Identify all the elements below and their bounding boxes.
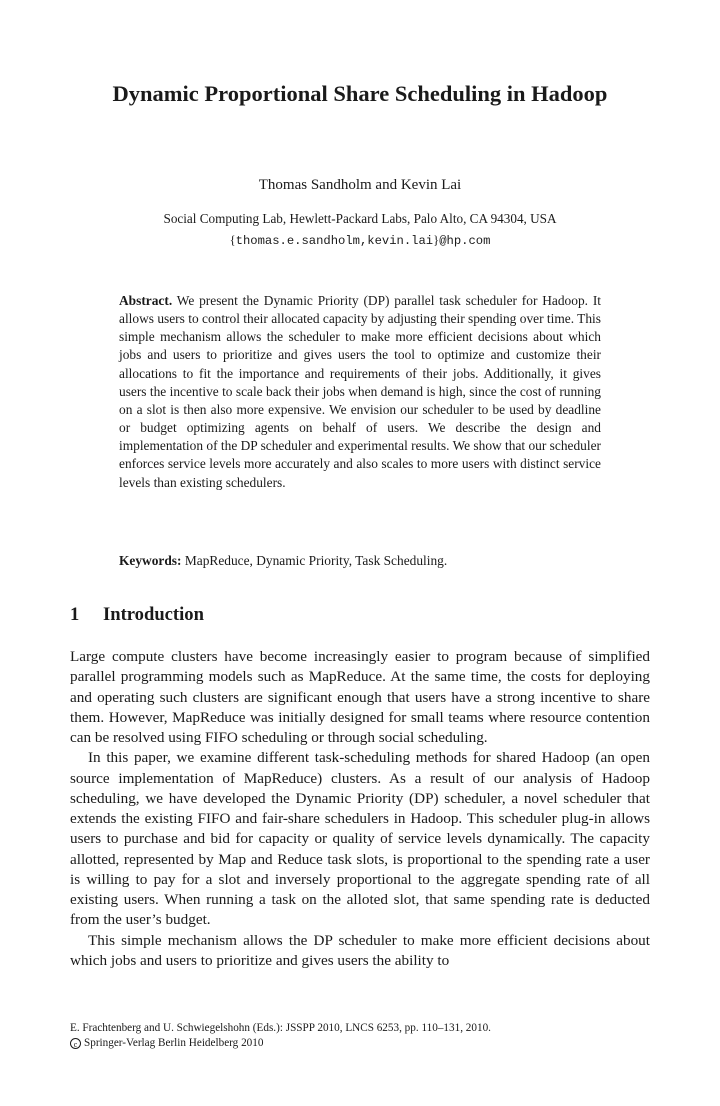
email-users: thomas.e.sandholm,kevin.lai bbox=[235, 234, 434, 248]
footer bbox=[70, 1021, 670, 1051]
copyright-icon: c bbox=[70, 1038, 81, 1049]
email-brace-open: { bbox=[229, 233, 236, 247]
abstract-text: We present the Dynamic Priority (DP) parallel task scheduler for Hadoop. It allows users to control their allocated capacity by adjusting their spending over time. This simple mechanism allows the scheduler to make more efficient decisions about which jobs and users to prioritize and gives users the tool to optimize and customize their allocations to fit the importance and requirements of their jobs. Additionally, it gives users the incentive to scale back their jobs when demand is high, since the cost of running on a slot is then also more expensive. We envision our scheduler to be used by deadline or budget optimizing agents on behalf of users. We describe the design and implementation of the DP scheduler and experimental results. We show that our scheduler enforces service levels more accurately and also scales to more users with distinct service levels than existing schedulers. bbox=[119, 293, 601, 490]
keywords-text: MapReduce, Dynamic Priority, Task Scheduling. bbox=[184, 553, 448, 568]
paper-title: Dynamic Proportional Share Scheduling in Hadoop bbox=[112, 81, 608, 106]
abstract-label: Abstract. bbox=[119, 293, 173, 308]
body-paragraph-2: In this paper, we examine different task-scheduling methods for shared Hadoop (an open source implementation of MapReduce) clusters. As a result of our analysis of Hadoop scheduling, we have developed the Dynamic Priority (DP) scheduler, a novel scheduler that extends the existing FIFO and fair-share schedulers in Hadoop. This scheduler plug-in allows users to purchase and bid for capacity or quality of service levels dynamically. The capacity allotted, represented by Map and Reduce task slots, is proportional to the spending rate a user is willing to pay for a slot and inversely proportional to the aggregate spending rate of all existing users. When running a task on the alloted slot, that same spending rate is deducted from the user’s budget. bbox=[70, 749, 650, 929]
footer-publisher: Springer-Verlag Berlin Heidelberg 2010 bbox=[84, 1037, 264, 1049]
abstract bbox=[119, 292, 601, 492]
footer-citation: E. Frachtenberg and U. Schwiegelshohn (Eds.): JSSPP 2010, LNCS 6253, pp. 110–131, 2010. bbox=[70, 1022, 491, 1034]
keywords bbox=[119, 552, 601, 570]
section-body bbox=[70, 647, 650, 971]
section-number: 1 bbox=[70, 604, 80, 625]
section-heading bbox=[70, 602, 204, 628]
keywords-label: Keywords: bbox=[119, 553, 182, 568]
section-title: Introduction bbox=[103, 604, 204, 625]
affiliation: Social Computing Lab, Hewlett-Packard Labs, Palo Alto, CA 94304, USA bbox=[163, 211, 557, 226]
body-paragraph-1: Large compute clusters have become increasingly easier to program because of simplified parallel programming models such as MapReduce. At the same time, the costs for deploying and operating such clusters are significant enough that users have a strong incentive to share them. However, MapReduce was initially designed for small teams where resource contention can be resolved using FIFO scheduling or through social scheduling. bbox=[70, 648, 650, 746]
email-brace-close: } bbox=[433, 233, 440, 247]
email-domain: @hp.com bbox=[439, 234, 491, 248]
email-addresses bbox=[70, 230, 650, 251]
authors: Thomas Sandholm and Kevin Lai bbox=[258, 177, 462, 193]
footer-copyright bbox=[70, 1036, 670, 1051]
body-paragraph-3: This simple mechanism allows the DP scheduler to make more efficient decisions about which jobs and users to prioritize and gives users the ability to bbox=[70, 931, 650, 969]
